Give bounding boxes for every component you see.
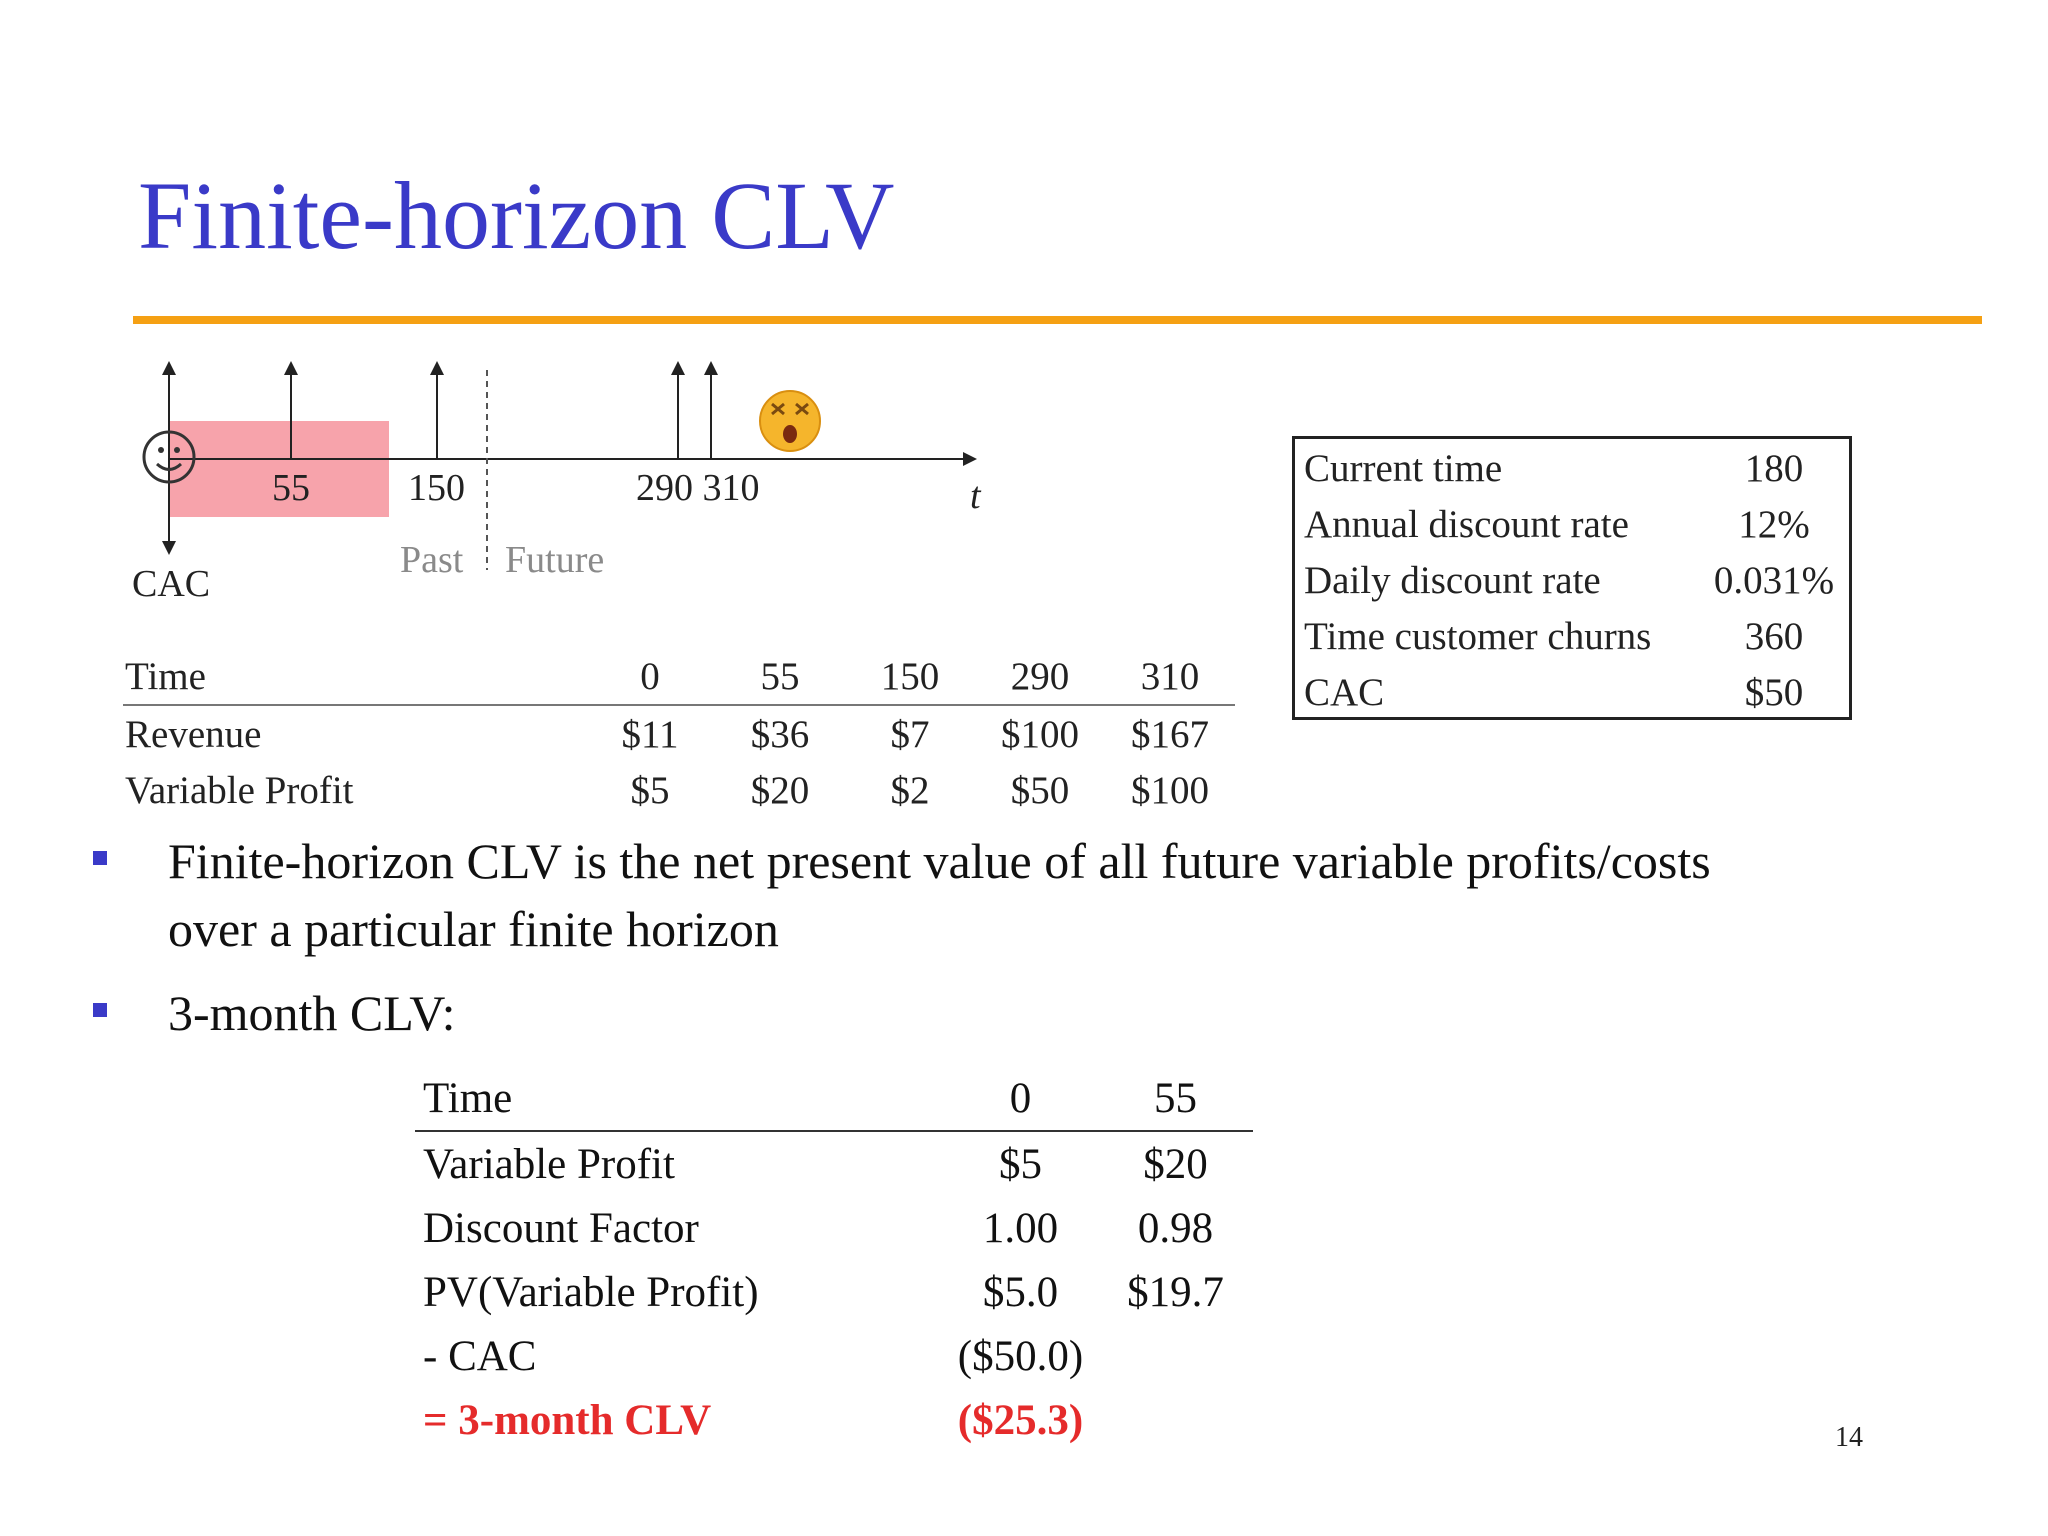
table-cell: Revenue — [125, 712, 262, 756]
timeline-tick-label-290-310: 290 310 — [636, 467, 760, 509]
table-row — [415, 1196, 1253, 1260]
table-row — [1304, 664, 1844, 720]
bullet-marker — [93, 1003, 107, 1017]
table-cell: Discount Factor — [423, 1204, 699, 1252]
clv-total-row — [415, 1388, 1253, 1452]
table-cell: $11 — [621, 712, 679, 756]
table-cell: 55 — [1098, 1066, 1253, 1131]
param-value: 180 — [1744, 446, 1804, 490]
bullet-line: 3-month CLV: — [168, 985, 456, 1041]
timeline-tick-label-150: 150 — [408, 467, 465, 509]
table-row — [1304, 552, 1844, 608]
past-label: Past — [400, 539, 464, 581]
table-cell: 0 — [943, 1066, 1098, 1131]
clv-calculation-table — [415, 1066, 1253, 1452]
bullet-text-2 — [168, 979, 456, 1047]
bullet-text-1 — [168, 827, 1711, 963]
table-cell: 0 — [585, 648, 715, 705]
table-cell: PV(Variable Profit) — [423, 1268, 759, 1316]
param-value: $50 — [1744, 670, 1804, 714]
table-cell: 150 — [845, 648, 975, 705]
bullet-marker — [93, 851, 107, 865]
table-cell: ($25.3) — [957, 1396, 1084, 1444]
table-cell: $100 — [1131, 768, 1209, 812]
table-row — [1304, 496, 1844, 552]
profit-schedule-table — [123, 648, 1235, 818]
param-value: 0.031% — [1713, 558, 1835, 602]
table-row — [123, 762, 1235, 818]
table-cell — [1098, 1324, 1253, 1388]
table-header-row — [123, 648, 1235, 705]
param-label: Annual discount rate — [1304, 502, 1629, 546]
table-cell: ($50.0) — [957, 1332, 1084, 1380]
cac-label: CAC — [132, 563, 211, 605]
table-cell: Variable Profit — [423, 1140, 675, 1188]
page-number: 14 — [1835, 1422, 1863, 1453]
table-cell: $100 — [1001, 712, 1079, 756]
table-cell: $2 — [890, 768, 930, 812]
bullet-line: Finite-horizon CLV is the net present value of all future variable profits/costs — [168, 833, 1711, 889]
param-label: Time customer churns — [1304, 614, 1652, 658]
table-cell: 55 — [715, 648, 845, 705]
future-label: Future — [505, 539, 605, 581]
param-label: Daily discount rate — [1304, 558, 1601, 602]
table-row — [1304, 608, 1844, 664]
table-cell: $5.0 — [982, 1268, 1059, 1316]
time-axis-label: t — [970, 475, 981, 517]
table-row — [415, 1260, 1253, 1324]
table-row — [123, 705, 1235, 762]
table-cell: 1.00 — [982, 1204, 1059, 1252]
table-row — [415, 1131, 1253, 1196]
table-row — [1304, 440, 1844, 496]
table-cell: 0.98 — [1137, 1204, 1214, 1252]
timeline-tick-label-55: 55 — [272, 467, 310, 509]
slide-title: Finite-horizon CLV — [138, 162, 895, 269]
table-cell: 290 — [975, 648, 1105, 705]
table-cell: $5 — [630, 768, 670, 812]
param-label: Current time — [1304, 446, 1503, 490]
table-row — [415, 1324, 1253, 1388]
table-cell: $167 — [1131, 712, 1209, 756]
table-cell — [1098, 1388, 1253, 1452]
dizzy-face-icon — [760, 391, 820, 451]
table-cell: Variable Profit — [125, 768, 354, 812]
param-label: CAC — [1304, 670, 1385, 714]
table-cell: Time — [123, 648, 585, 705]
table-cell: $36 — [750, 712, 810, 756]
param-value: 12% — [1738, 502, 1810, 546]
parameters-table — [1304, 440, 1844, 720]
param-value: 360 — [1744, 614, 1804, 658]
table-cell: - CAC — [423, 1332, 537, 1380]
table-cell: 310 — [1105, 648, 1235, 705]
table-header-row — [415, 1066, 1253, 1131]
bullet-line: over a particular finite horizon — [168, 901, 779, 957]
table-cell: $19.7 — [1127, 1268, 1224, 1316]
table-cell: $20 — [750, 768, 810, 812]
table-cell: $5 — [999, 1140, 1042, 1188]
table-cell: Time — [415, 1066, 943, 1131]
table-cell: $50 — [1010, 768, 1070, 812]
table-cell: = 3-month CLV — [423, 1396, 712, 1444]
table-cell: $7 — [890, 712, 930, 756]
table-cell: $20 — [1143, 1140, 1208, 1188]
